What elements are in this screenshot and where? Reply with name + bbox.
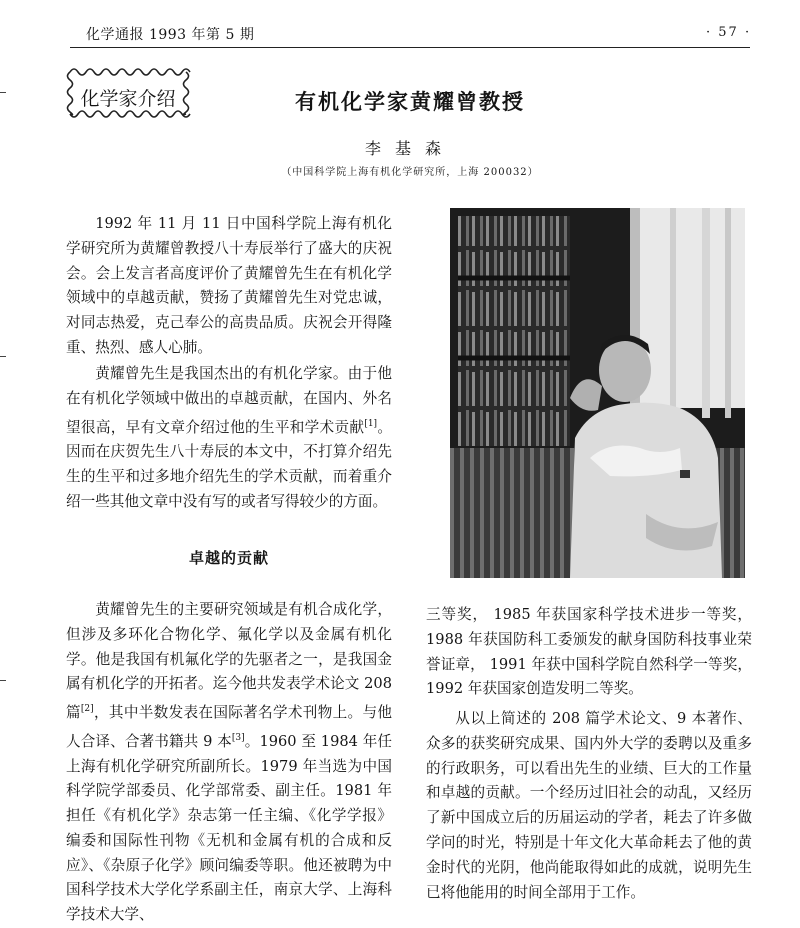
margin-mark [0,680,6,681]
author-affiliation: （中国科学院上海有机化学研究所，上海 200032） [281,167,539,178]
citation-ref[interactable]: [3] [231,732,245,743]
paragraph-background [66,362,392,515]
paragraph-contributions [66,598,392,928]
paragraph-awards: 三等奖， 1985 年获国家科学技术进步一等奖， 1988 年获国防科工委颁发的献身国防科技事业荣誉证章， 1991 年获中国科学院自然科学一等奖， 1992 年获国家创造发明二等奖。 [426,606,752,698]
paragraph-text: 黄耀曾先生的主要研究领域是有机合成化学，但涉及多环化合物化学、氟化学以及金属有机化学。他是我国有机氟化学的先驱者之一，是我国金属有机化学的开拓者。迄今他共发表学术论文 208 篇 [66,601,392,722]
paragraph-summary: 从以上简述的 208 篇学术论文、9 本著作、众多的获奖研究成果、国内外大学的委聘以及重多的行政职务，可以看出先生的业绩、巨大的工作量和卓越的贡献。一个经历过旧社会的动乱，又经历了新中国成立后的历届运动的学者，耗去了许多做学问的时光，特别是十年文化大革命耗去了他的黄金时代的光阴，他尚能取得如此的成就，说明先生已将他能用的时间全部用于工作。 [426,710,752,901]
paragraph-text: 。因而在庆贺先生八十寿辰的本文中，不打算介绍先生的生平和过多地介绍先生的学术贡献，而着重介绍一些其他文章中没有写的或者写得较少的方面。 [66,418,392,510]
paragraph-text: 黄耀曾先生是我国杰出的有机化学家。由于他在有机化学领域中做出的卓越贡献，在国内、外名望很高，早有文章介绍过他的生平和学术贡献 [66,365,392,436]
paragraph-text: ，其中半数发表在国际著名学术刊物上。与他人合译、合著书籍共 9 本 [66,704,392,750]
margin-mark [0,92,6,93]
header-rule [70,47,750,48]
citation-ref[interactable]: [1] [364,418,378,429]
page-header [0,0,800,46]
column-tag: 化学家介绍 [80,88,176,110]
section-heading: 卓越的贡献 [188,549,269,567]
journal-name: 化学通报 1993 年第 5 期 [86,27,255,43]
citation-ref[interactable]: [2] [80,704,94,715]
paragraph-intro: 1992 年 11 月 11 日中国科学院上海有机化学研究所为黄耀曾教授八十寿辰举行了盛大的庆祝会。会上发言者高度评价了黄耀曾先生在有机化学领域中的卓越贡献，赞扬了黄耀曾先生对党忠诚，对同志热爱，克己奉公的高贵品质。庆祝会开得隆重、热烈、感人心肺。 [66,215,392,356]
margin-mark [0,356,6,357]
portrait-photo [450,208,745,578]
article-title: 有机化学家黄耀曾教授 [295,90,525,114]
page-number: · 57 · [706,25,752,40]
author-name: 李基森 [364,139,455,158]
paragraph-text: 。1960 至 1984 年任上海有机化学研究所副所长。1979 年当选为中国科学院学部委员、化学部常委、副主任。1981 年担任《有机化学》杂志第一任主编、《化学学报》编委和国际性刊物《无机和金属有机的合成和反应》、《杂原子化学》顾问编委等职。他还被聘为中国科学技术大学化学系副主任，南京大学、上海科学技术大学、 [66,732,392,924]
